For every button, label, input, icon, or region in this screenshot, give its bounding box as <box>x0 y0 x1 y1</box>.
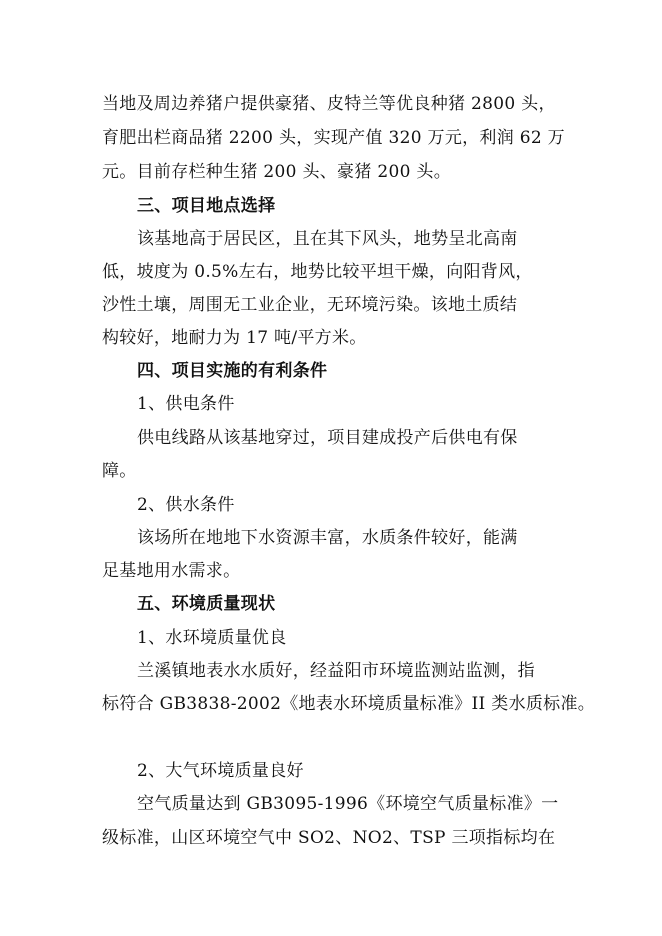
section-heading: 三、项目地点选择 <box>137 196 276 216</box>
paragraph-line: 供电线路从该基地穿过，项目建成投产后供电有保 <box>137 428 518 448</box>
paragraph-line: 空气质量达到 GB3095-1996《环境空气质量标准》一 <box>137 794 559 814</box>
paragraph-line: 该场所在地地下水资源丰富，水质条件较好，能满 <box>137 528 518 548</box>
subsection-heading: 1、供电条件 <box>137 394 235 414</box>
paragraph-line: 该基地高于居民区，且在其下风头，地势呈北高南 <box>137 229 518 249</box>
subsection-heading: 1、水环境质量优良 <box>137 628 287 648</box>
paragraph-line: 级标准，山区环境空气中 SO2、NO2、TSP 三项指标均在 <box>102 828 556 848</box>
paragraph-line: 标符合 GB3838-2002《地表水环境质量标准》II 类水质标准。 <box>102 694 596 714</box>
paragraph-line: 足基地用水需求。 <box>102 561 241 581</box>
paragraph-line: 元。目前存栏种生猪 200 头、豪猪 200 头。 <box>102 162 452 182</box>
paragraph-line: 障。 <box>102 461 137 481</box>
paragraph-line: 兰溪镇地表水水质好，经益阳市环境监测站监测，指 <box>137 661 535 681</box>
subsection-heading: 2、供水条件 <box>137 495 235 515</box>
paragraph-line: 低，坡度为 0.5%左右，地势比较平坦干燥，向阳背风， <box>102 262 533 282</box>
paragraph-line: 育肥出栏商品猪 2200 头，实现产值 320 万元，利润 62 万 <box>102 128 565 148</box>
section-heading: 四、项目实施的有利条件 <box>137 361 328 381</box>
section-heading: 五、环境质量现状 <box>137 594 276 614</box>
subsection-heading: 2、大气环境质量良好 <box>137 761 304 781</box>
paragraph-line: 构较好，地耐力为 17 吨/平方米。 <box>102 328 367 348</box>
paragraph-line: 当地及周边养猪户提供豪猪、皮特兰等优良种猪 2800 头， <box>102 94 556 114</box>
paragraph-line: 沙性土壤，周围无工业企业，无环境污染。该地土质结 <box>102 295 518 315</box>
